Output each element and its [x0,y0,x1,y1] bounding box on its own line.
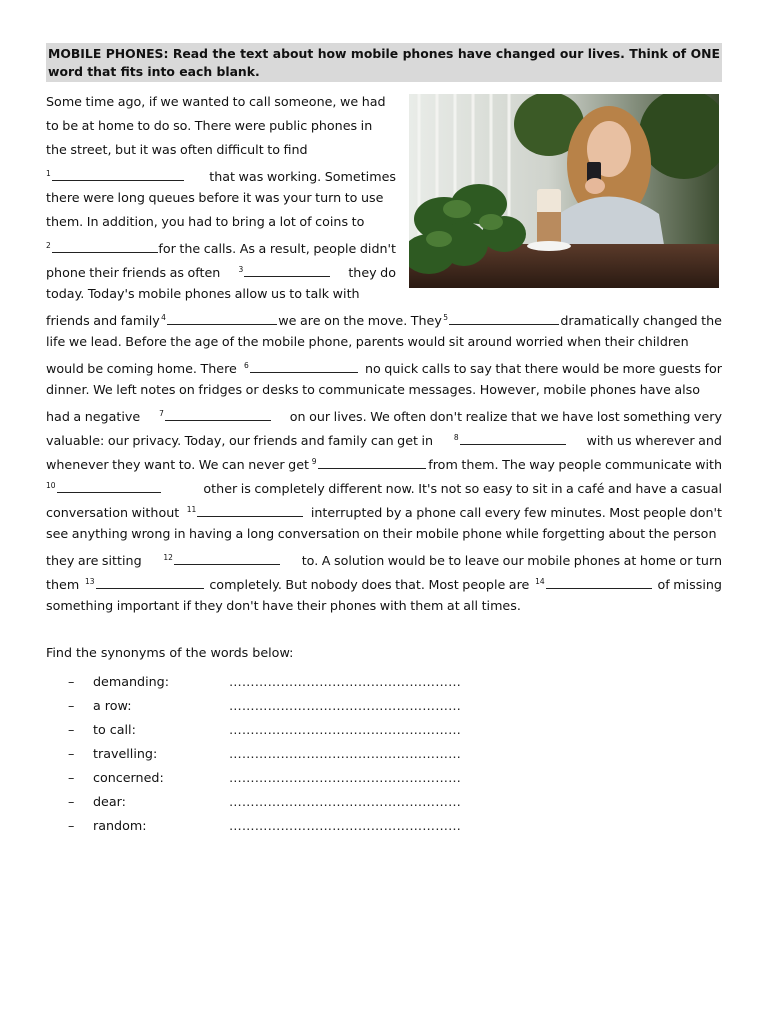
gap-blank[interactable] [163,546,280,573]
dash-bullet: – [68,817,75,833]
gap-blank[interactable] [238,258,330,285]
synonym-word: a row: [93,697,132,713]
synonym-item [46,813,461,837]
gap-blank[interactable] [312,450,426,477]
gap-number: 13 [84,577,95,586]
gap-fill-text [46,90,722,618]
gap-blank[interactable] [454,426,566,453]
instructions-banner: MOBILE PHONES: Read the text about how mobile phones have changed our lives. Think of ONE word that fits into each blank. [46,43,722,82]
answer-dotted-line[interactable]: ……………………………………………… [229,721,461,737]
answer-dotted-line[interactable]: ……………………………………………… [229,817,461,833]
gap-blank[interactable] [85,570,204,597]
answer-line[interactable] [318,456,426,469]
answer-line[interactable] [546,576,652,589]
synonym-word: random: [93,817,147,833]
text-segment: them. In addition, you had to bring a lot of coins to [46,214,365,229]
text-segment: something important if they don't have their phones with them at all times. [46,598,521,613]
text-segment: for the calls. As a result, people didn't [158,241,396,256]
gap-number: 11 [186,505,197,514]
synonym-word: to call: [93,721,136,737]
gap-number: 12 [163,553,173,562]
text-segment: that was working. Sometimes [209,169,396,184]
answer-line[interactable] [96,576,204,589]
text-line [46,546,722,570]
synonym-item [46,717,461,741]
gap-number: 9 [311,457,317,466]
gap-blank[interactable] [443,306,559,333]
text-segment: phone their friends as often [46,265,221,280]
gap-blank[interactable] [161,306,277,333]
answer-dotted-line[interactable]: ……………………………………………… [229,769,461,785]
answer-line[interactable] [57,480,161,493]
synonym-word: travelling: [93,745,158,761]
text-line [46,594,722,618]
text-segment: there were long queues before it was your turn to use [46,190,384,205]
synonym-item [46,693,461,717]
answer-dotted-line[interactable]: ……………………………………………… [229,793,461,809]
synonym-word: demanding: [93,673,169,689]
synonym-item [46,789,461,813]
synonyms-list [46,669,461,837]
text-segment: they do [348,265,396,280]
text-line [46,138,396,162]
synonym-word: concerned: [93,769,164,785]
text-line [46,570,722,594]
text-line [46,210,396,234]
text-segment: today. Today's mobile phones allow us to talk with [46,286,360,301]
answer-line[interactable] [52,168,184,181]
dash-bullet: – [68,769,75,785]
gap-blank[interactable] [535,570,652,597]
gap-blank[interactable] [244,354,358,381]
text-line [46,282,396,306]
text-line [46,450,722,474]
synonym-item [46,765,461,789]
text-line [46,186,396,210]
text-segment: Some time ago, if we wanted to call someone, we had [46,94,386,109]
answer-line[interactable] [449,312,559,325]
answer-dotted-line[interactable]: ……………………………………………… [229,745,461,761]
text-line [46,114,396,138]
text-segment: dramatically changed the [560,313,722,328]
text-line [46,402,722,426]
gap-blank[interactable] [159,402,271,429]
text-segment: the street, but it was often difficult to find [46,142,308,157]
dash-bullet: – [68,721,75,737]
text-line [46,378,722,402]
answer-line[interactable] [460,432,566,445]
text-line [46,90,396,114]
text-segment: they are sitting [46,553,142,568]
gap-blank[interactable] [46,474,161,501]
dash-bullet: – [68,697,75,713]
text-segment: conversation without [46,505,180,520]
text-segment: completely. But nobody does that. Most people are [209,577,530,592]
answer-line[interactable] [52,240,158,253]
answer-dotted-line[interactable]: ……………………………………………… [229,673,461,689]
text-segment: with us wherever and [586,433,722,448]
gap-number: 1 [46,169,51,178]
answer-line[interactable] [165,408,271,421]
text-segment: to. A solution would be to leave our mobile phones at home or turn [301,553,722,568]
text-segment: would be coming home. There [46,361,237,376]
gap-blank[interactable] [46,162,184,189]
text-line [46,426,722,450]
gap-number: 4 [161,313,166,322]
answer-line[interactable] [174,552,280,565]
answer-dotted-line[interactable]: ……………………………………………… [229,697,461,713]
text-line [46,234,396,258]
text-segment: from them. The way people communicate with [428,457,722,472]
text-segment: no quick calls to say that there would be more guests for [364,361,722,376]
text-line [46,330,722,354]
gap-number: 6 [244,361,249,370]
text-line [46,474,722,498]
text-segment: them [46,577,80,592]
text-segment: dinner. We left notes on fridges or desks to communicate messages. However, mobile phones have also [46,382,701,397]
text-line [46,498,722,522]
answer-line[interactable] [167,312,277,325]
dash-bullet: – [68,673,75,689]
text-line [46,162,396,186]
synonym-item [46,669,461,693]
gap-number: 7 [159,409,164,418]
synonym-word: dear: [93,793,126,809]
text-line [46,354,722,378]
text-segment: on our lives. We often don't realize that we have lost something very [289,409,722,424]
gap-number: 10 [46,481,56,490]
text-line [46,258,396,282]
text-segment: friends and family [46,313,160,328]
synonyms-heading: Find the synonyms of the words below: [46,645,294,660]
gap-blank[interactable] [187,498,304,525]
dash-bullet: – [68,745,75,761]
gap-number: 8 [453,433,459,442]
gap-number: 3 [238,265,244,274]
answer-line[interactable] [250,360,358,373]
text-line [46,522,722,546]
gap-blank[interactable] [46,234,158,261]
text-segment: life we lead. Before the age of the mobile phone, parents would sit around worried when their children [46,334,689,349]
dash-bullet: – [68,793,75,809]
gap-number: 2 [46,241,51,250]
text-segment: had a negative [46,409,141,424]
text-segment: see anything wrong in having a long conversation on their mobile phone while forgetting about the person [46,526,717,541]
text-segment: interrupted by a phone call every few minutes. Most people don't [310,505,722,520]
text-segment: to be at home to do so. There were public phones in [46,118,373,133]
answer-line[interactable] [244,264,330,277]
text-segment: of missing [657,577,722,592]
answer-line[interactable] [197,504,303,517]
text-segment: whenever they want to. We can never get [46,457,309,472]
synonym-item [46,741,461,765]
synonyms-exercise [46,645,461,837]
gap-number: 5 [443,313,448,322]
text-segment: valuable: our privacy. Today, our friends and family can get in [46,433,434,448]
text-line [46,306,722,330]
text-segment: we are on the move. They [278,313,442,328]
text-segment: other is completely different now. It's not so easy to sit in a café and have a casual [203,481,722,496]
gap-number: 14 [535,577,545,586]
